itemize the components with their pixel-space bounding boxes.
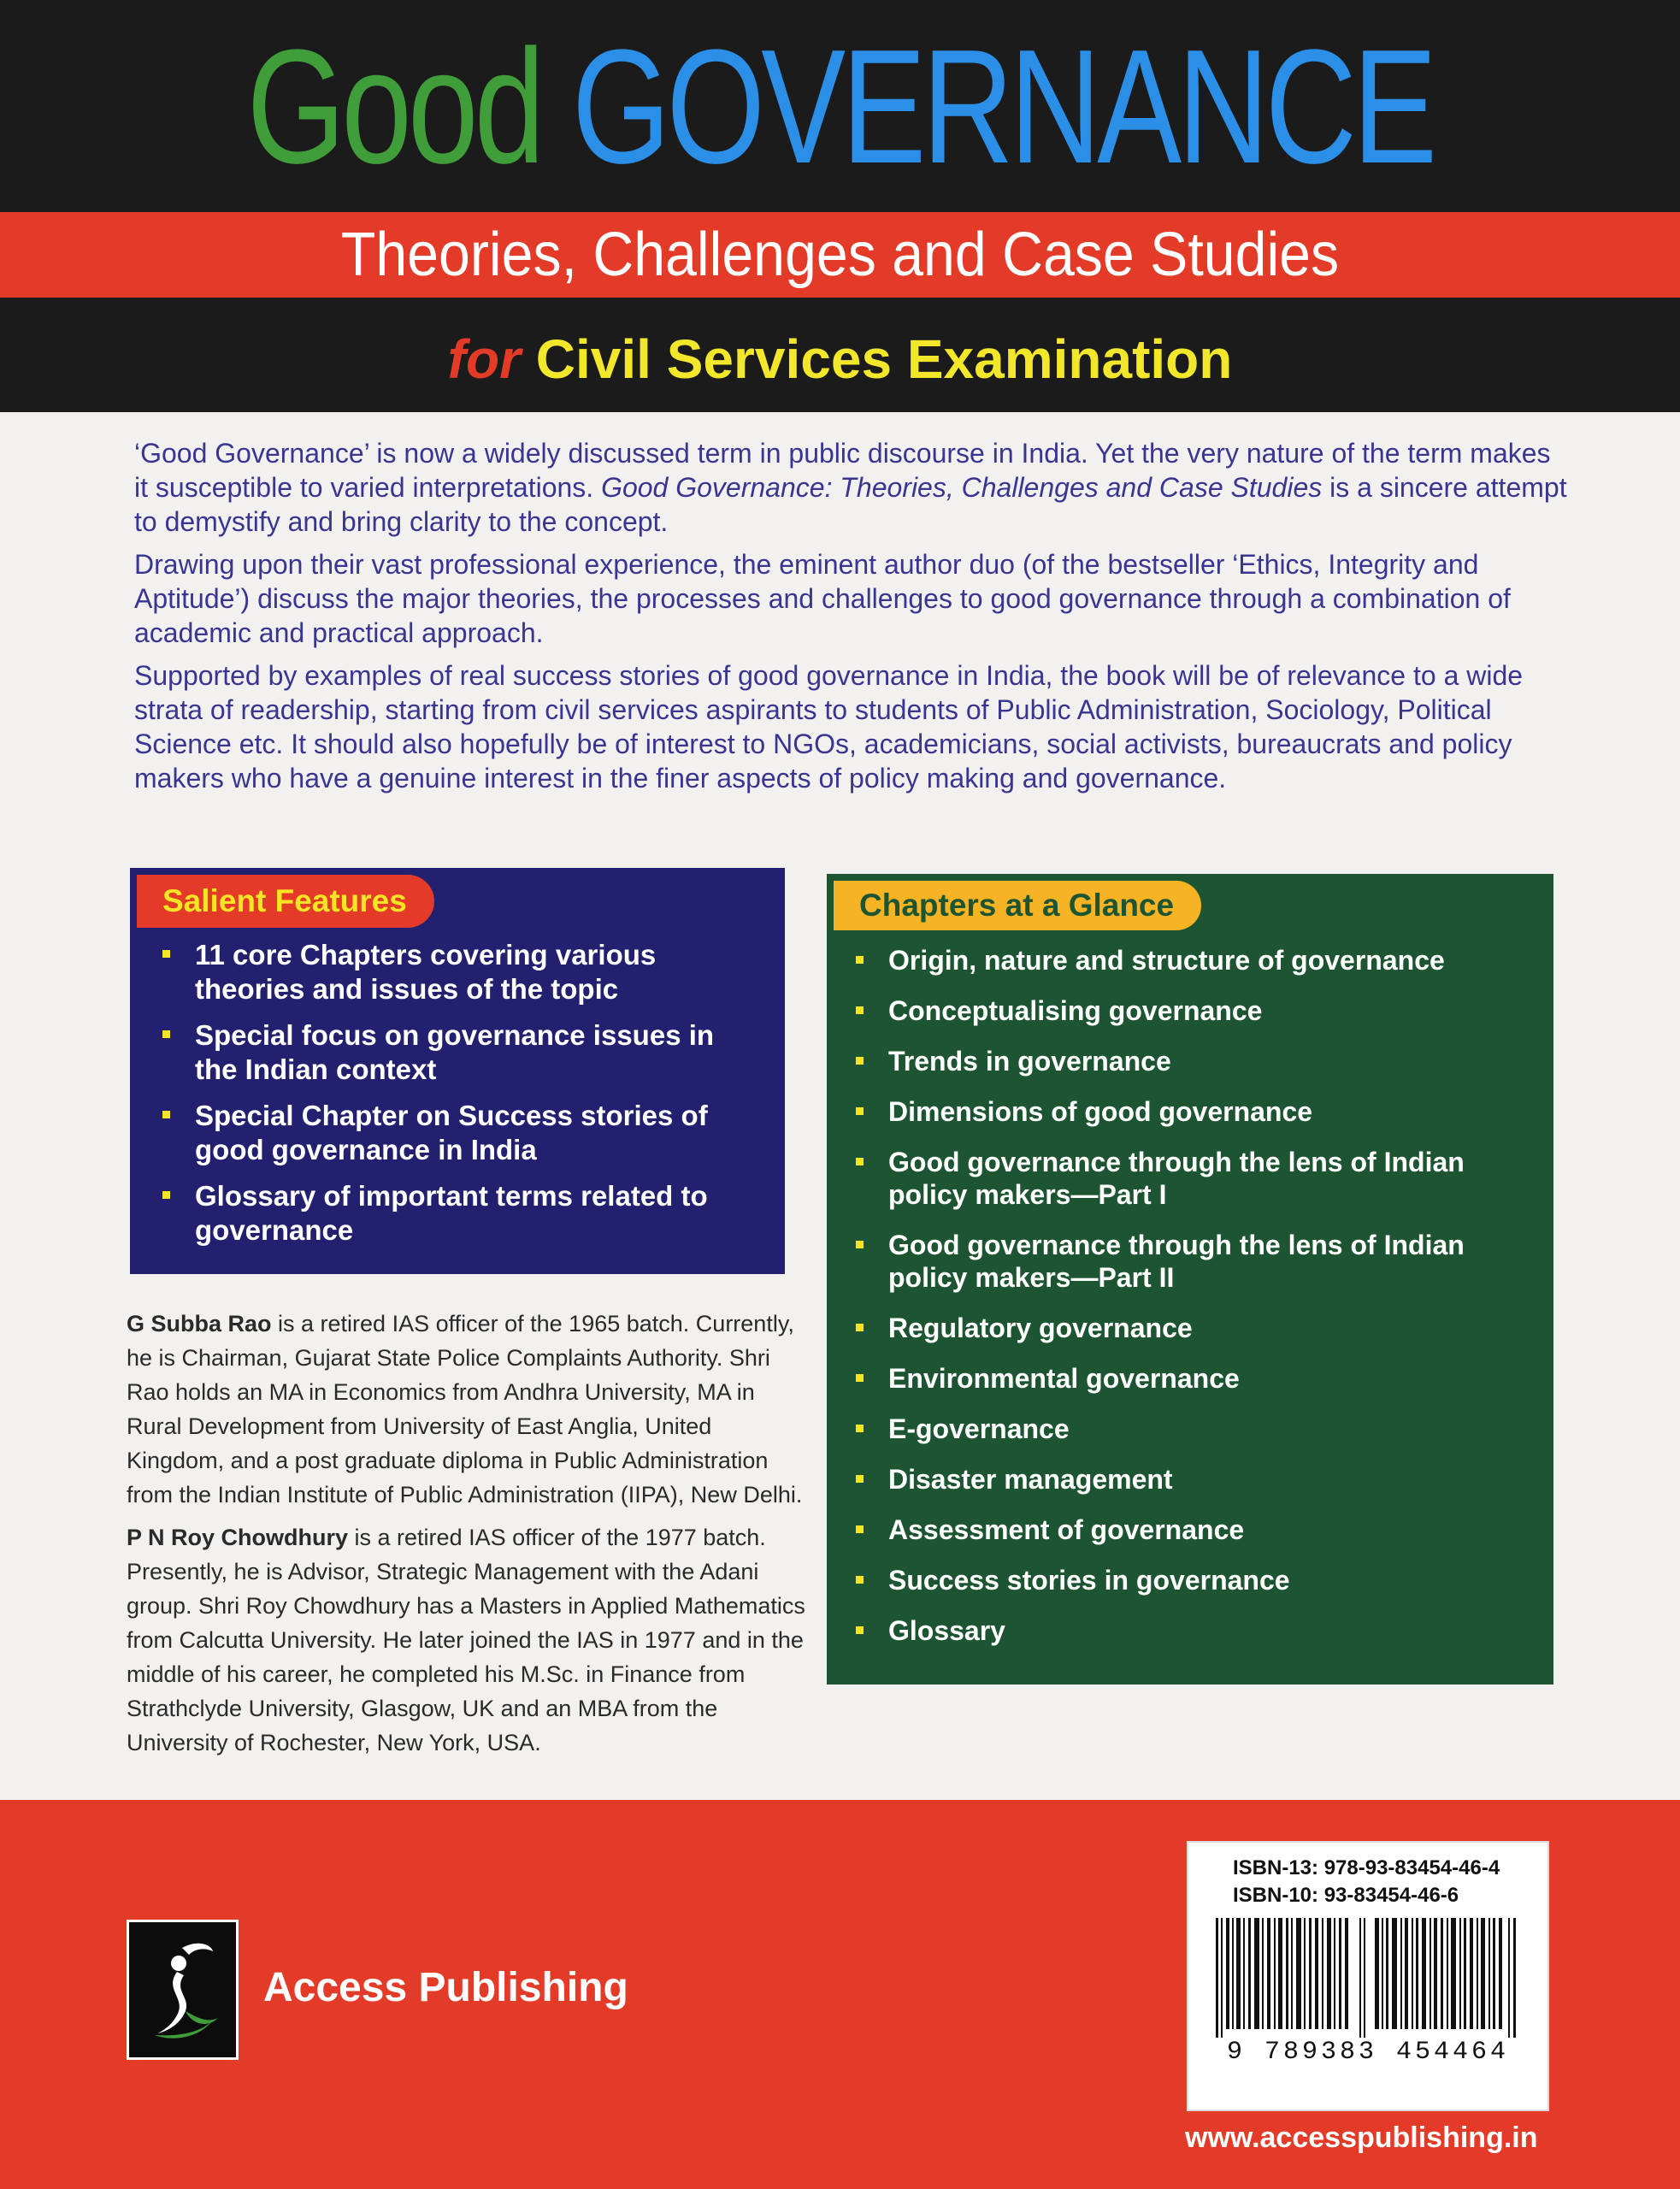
author-bio-2 [127, 1520, 811, 1760]
barcode-icon [1214, 1918, 1522, 2046]
barcode-number: 9 789383 454464 [1214, 2038, 1522, 2067]
list-item-text: Special Chapter on Success stories of good governance in India [195, 1100, 708, 1165]
list-item-text: Trends in governance [888, 1046, 1171, 1077]
list-item [856, 1463, 1531, 1496]
isbn-10: ISBN-10: 93-83454-46-6 [1233, 1884, 1459, 1907]
author-2-text: is a retired IAS officer of the 1977 batch. Presently, he is Advisor, Strategic Management with the Adani group. Shri Roy Chowdhury has a Masters in Applied Mathematics from Calcutta University. He later joined the IAS in 1977 and in the middle of his career, he completed his M.Sc. in Finance from Strathclyde University, Glasgow, UK and an MBA from the University of Rochester, New York, USA. [127, 1525, 805, 1755]
bullet-icon [856, 1525, 864, 1533]
book-title [185, 17, 1495, 197]
list-item [856, 1513, 1531, 1546]
chapters-box [827, 874, 1553, 1685]
bullet-icon [856, 1626, 864, 1634]
list-item [162, 1018, 761, 1087]
list-item-text: Assessment of governance [888, 1514, 1245, 1545]
author-bio-1 [127, 1307, 811, 1512]
list-item [856, 1564, 1531, 1596]
bullet-icon [856, 1475, 864, 1483]
list-item-text: Special focus on governance issues in the Indian context [195, 1019, 715, 1085]
author-1-name: G Subba Rao [127, 1311, 272, 1336]
list-item-text: Conceptualising governance [888, 995, 1263, 1026]
author-1-text: is a retired IAS officer of the 1965 batch. Currently, he is Chairman, Gujarat State Police Complaints Authority. Shri Rao holds an MA in Economics from Andhra University, MA in Rural Development from University of East Anglia, United Kingdom, and a post graduate diploma in Public Administration from the Indian Institute of Public Administration (IIPA), New Delhi. [127, 1311, 803, 1508]
list-item-text: Good governance through the lens of Indian policy makers—Part I [888, 1147, 1465, 1210]
list-item-text: Origin, nature and structure of governance [888, 945, 1445, 976]
bullet-icon [856, 1006, 864, 1014]
list-item [856, 1362, 1531, 1395]
salient-features-list [162, 938, 761, 1260]
intro-p1-book-title: Good Governance: Theories, Challenges and Case Studies [601, 472, 1323, 503]
list-item-text: Disaster management [888, 1464, 1173, 1495]
list-item [856, 1146, 1531, 1211]
bullet-icon [162, 1111, 170, 1118]
list-item-text: Glossary of important terms related to governance [195, 1180, 708, 1246]
list-item [856, 1312, 1531, 1344]
isbn-box [1187, 1841, 1549, 2111]
salient-features-title: Salient Features [137, 875, 434, 928]
bullet-icon [162, 950, 170, 958]
author-bios [127, 1307, 811, 1768]
list-item [856, 1229, 1531, 1294]
chapters-title: Chapters at a Glance [834, 881, 1201, 930]
list-item-text: Glossary [888, 1615, 1005, 1646]
intro-text [134, 436, 1571, 804]
list-item-text: E-governance [888, 1413, 1070, 1444]
bullet-icon [856, 1107, 864, 1115]
bullet-icon [856, 1158, 864, 1165]
intro-paragraph-3: Supported by examples of real success stories of good governance in India, the book will be of relevance to a wide strata of readership, starting from civil services aspirants to students of Public Administration, Sociology, Political Science etc. It should also hopefully be of interest to NGOs, academicians, social activists, bureaucrats and policy makers who have a genuine interest in the finer aspects of policy making and governance. [134, 660, 1524, 794]
exam-line [0, 325, 1680, 393]
list-item [162, 1179, 761, 1248]
list-item [856, 1095, 1531, 1128]
list-item-text: Good governance through the lens of Indian policy makers—Part II [888, 1230, 1465, 1293]
bullet-icon [856, 956, 864, 964]
intro-paragraph-1 [134, 436, 1571, 539]
list-item [856, 944, 1531, 976]
list-item-text: Dimensions of good governance [888, 1096, 1313, 1127]
list-item [162, 1099, 761, 1167]
list-item [856, 1413, 1531, 1445]
list-item-text: Environmental governance [888, 1363, 1240, 1394]
isbn-13: ISBN-13: 978-93-83454-46-4 [1233, 1856, 1500, 1879]
author-2-name: P N Roy Chowdhury [127, 1525, 349, 1550]
bullet-icon [856, 1057, 864, 1065]
list-item-text: Success stories in governance [888, 1565, 1290, 1596]
list-item [856, 994, 1531, 1027]
chapters-list [856, 944, 1531, 1665]
list-item [856, 1045, 1531, 1077]
bullet-icon [856, 1324, 864, 1331]
title-word-governance: GOVERNANCE [572, 16, 1434, 198]
list-item-text: 11 core Chapters covering various theories and issues of the topic [195, 939, 657, 1005]
salient-features-box [130, 868, 785, 1274]
publisher-website[interactable]: www.accesspublishing.in [1185, 2121, 1538, 2154]
list-item [162, 938, 761, 1006]
bullet-icon [162, 1030, 170, 1038]
publisher-logo-graphic [129, 1922, 236, 2057]
bullet-icon [856, 1425, 864, 1432]
bullet-icon [856, 1576, 864, 1584]
list-item-text: Regulatory governance [888, 1313, 1193, 1343]
bullet-icon [856, 1374, 864, 1382]
bullet-icon [856, 1241, 864, 1248]
intro-paragraph-2: Drawing upon their vast professional experience, the eminent author duo (of the bestseller ‘Ethics, Integrity and Aptitude’) discuss the major theories, the processes and challenges to good governance through a combination of academic and practical approach. [134, 549, 1511, 648]
publisher-name: Access Publishing [263, 1965, 628, 2010]
intro-p1-start: ‘Good Governance’ is now a widely discussed term in public discourse in India. Yet the very nature of the term makes it susceptible to varied interpretations. [134, 438, 1551, 503]
intro-p1-end: is a sincere attempt to demystify and bring clarity to the concept. [134, 472, 1567, 537]
title-word-good: Good [246, 16, 541, 198]
bullet-icon [162, 1191, 170, 1199]
exam-for: for [447, 328, 521, 390]
publisher-logo-icon [127, 1920, 239, 2060]
exam-name: Civil Services Examination [535, 328, 1233, 390]
book-subtitle: Theories, Challenges and Case Studies [340, 221, 1340, 289]
list-item [856, 1614, 1531, 1647]
